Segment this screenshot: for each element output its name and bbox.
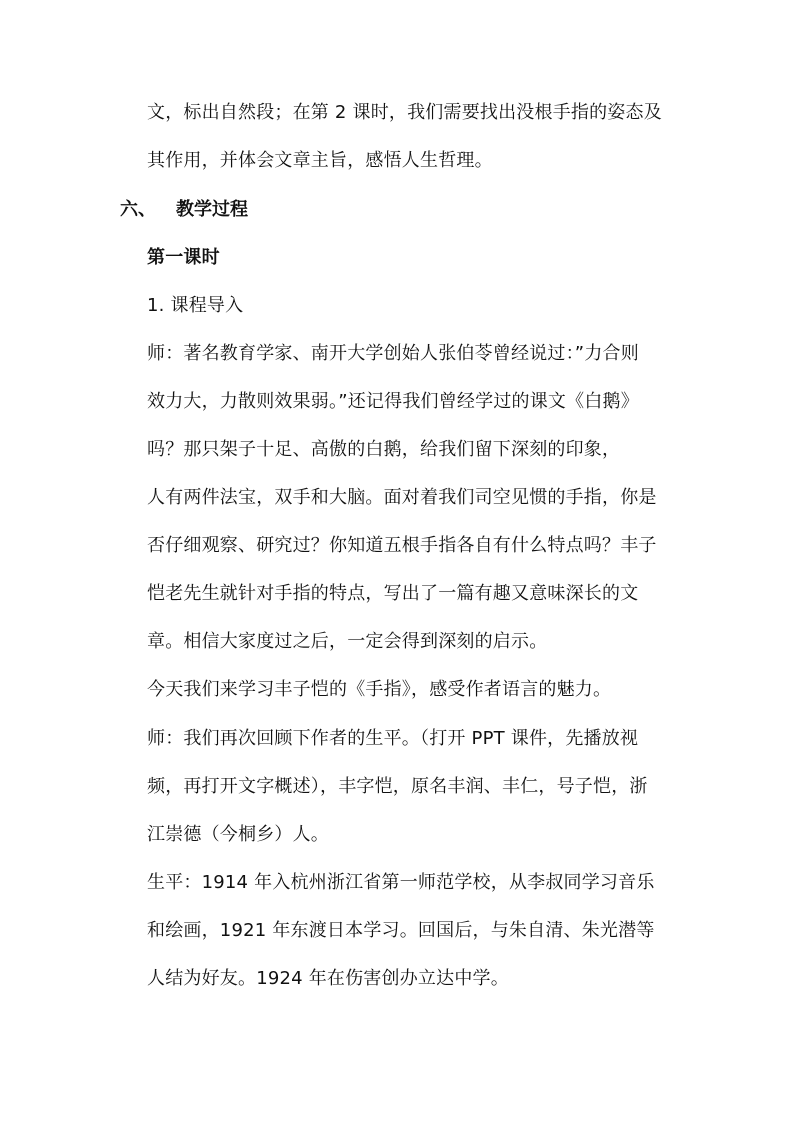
text-line: 江崇德（今桐乡）人。 xyxy=(147,824,329,845)
text-line: 和绘画，1921 年东渡日本学习。回国后，与朱自清、朱光潜等 xyxy=(147,920,655,941)
section-number: 六、 xyxy=(120,199,156,220)
text-line: 生平：1914 年入杭州浙江省第一师范学校，从李叔同学习音乐 xyxy=(147,872,655,893)
section-heading xyxy=(120,198,248,222)
text-line: 否仔细观察、研究过？你知道五根手指各自有什么特点吗？丰子 xyxy=(147,535,657,556)
text-line: 效力大，力散则效果弱。”还记得我们曾经学过的课文《白鹅》 xyxy=(147,391,639,412)
subheading: 第一课时 xyxy=(147,247,220,268)
text-line: 师：我们再次回顾下作者的生平。（打开 PPT 课件，先播放视 xyxy=(147,728,639,749)
text-line: 人有两件法宝，双手和大脑。面对着我们司空见惯的手指，你是 xyxy=(147,487,657,508)
text-line: 频，再打开文字概述），丰字恺，原名丰润、丰仁，号子恺，浙 xyxy=(147,776,648,797)
text-line: 其作用，并体会文章主旨，感悟人生哲理。 xyxy=(147,150,493,171)
section-title: 教学过程 xyxy=(176,199,248,220)
text-line: 师：著名教育学家、南开大学创始人张伯苓曾经说过：”力合则 xyxy=(147,343,639,364)
text-line: 吗？那只架子十足、高傲的白鹅，给我们留下深刻的印象， xyxy=(147,439,621,460)
text-line: 人结为好友。1924 年在伤害创办立达中学。 xyxy=(147,968,509,989)
list-item-heading: 1. 课程导入 xyxy=(147,295,244,316)
text-line: 恺老先生就针对手指的特点，写出了一篇有趣又意味深长的文 xyxy=(147,583,639,604)
text-line: 文，标出自然段；在第 2 课时，我们需要找出没根手指的姿态及 xyxy=(147,102,662,123)
text-line: 章。相信大家度过之后，一定会得到深刻的启示。 xyxy=(147,631,548,652)
text-line: 今天我们来学习丰子恺的《手指》，感受作者语言的魅力。 xyxy=(147,679,612,700)
